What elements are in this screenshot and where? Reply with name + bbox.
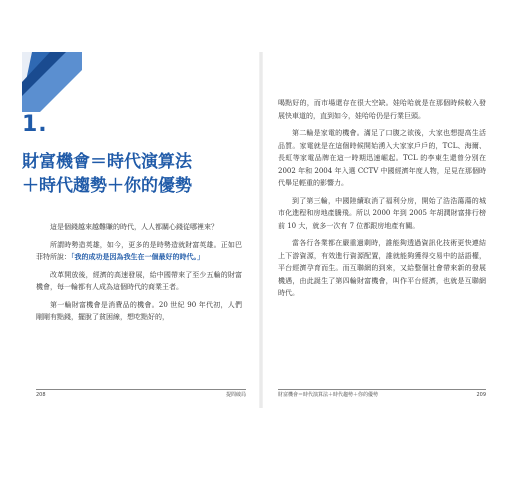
paragraph: 第二輪是家電的機會。滿足了口腹之欲後，大家也想提高生活品質。家電就是在這個時候開始湧入大家家戶戶的，TCL、海爾、長虹等家電品牌在這一時期迅速崛起。TCL 的李東生還曾分別在 2002 年和 2004 年入選 CCTV 中國經濟年度人物，足見在那個時代舉足輕重的影響力。 bbox=[278, 129, 486, 187]
left-body-text bbox=[36, 221, 242, 329]
chapter-number: 1. bbox=[22, 112, 48, 137]
running-header-chapter-title: 財富機會＝時代演算法＋時代趨勢＋你的優勢 bbox=[278, 392, 379, 398]
paragraph: 當各行各業都在嚴重過剩時，誰能夠透過資訊化技術更快連結上下游資源，有效進行資源配置，誰就能夠獲得交易中的話語權，平台經濟孕育而生。而互聯網的到來，又給整個社會帶來新的發展機遇，由此誕生了第四輪財富機會，叫作平台經濟，也就是互聯網時代。 bbox=[278, 239, 486, 297]
highlighted-quote: 「我的成功是因為我生在一個最好的時代。」 bbox=[71, 252, 204, 261]
paragraph: 這是個錢越來越難賺的時代，人人都關心錢從哪裡來？ bbox=[50, 223, 218, 231]
paragraph-with-quote bbox=[36, 239, 242, 264]
chapter-title bbox=[22, 150, 242, 198]
paragraph: 改革開放後，經濟的高速發展，給中國帶來了至少五輪的財富機會，每一輪都有人成為這個時代的商業王者。 bbox=[36, 270, 242, 291]
corner-stripes-decoration bbox=[22, 52, 82, 112]
chapter-title-line-2: ＋時代趨勢＋你的優勢 bbox=[22, 176, 192, 196]
paragraph-text: 所謂時勢造英雄，如今，更多的是時勢造就財富英雄。正如巴菲特所說： bbox=[36, 240, 242, 261]
chapter-title-line-1: 財富機會＝時代演算法 bbox=[22, 152, 192, 172]
paragraph-continued: 喝點好的，而市場還存在很大空缺。娃哈哈就是在那個時候較入發展快車道的，直到如今，娃哈哈仍是行業巨頭。 bbox=[278, 99, 486, 120]
running-header-book-title: 提問破局 bbox=[225, 392, 246, 398]
paragraph: 到了第三輪，中國陸續取消了福利分房，開始了浩浩蕩蕩的城市化進程和房地產騰飛。所以 2000 年到 2005 年胡潤財富排行榜前 10 大，就多一次有 7 位都跟房地產有關。 bbox=[278, 196, 486, 230]
page-number: 208 bbox=[36, 392, 46, 398]
page-number: 209 bbox=[476, 392, 486, 398]
book-gutter bbox=[259, 52, 263, 408]
left-footer bbox=[36, 389, 246, 400]
right-footer bbox=[278, 389, 486, 400]
right-body-text bbox=[278, 97, 486, 305]
paragraph: 第一輪財富機會是消費品的機會。20 世紀 90 年代初，人們剛剛有點錢，擺脫了貧困線，想吃點好的， bbox=[36, 300, 242, 321]
